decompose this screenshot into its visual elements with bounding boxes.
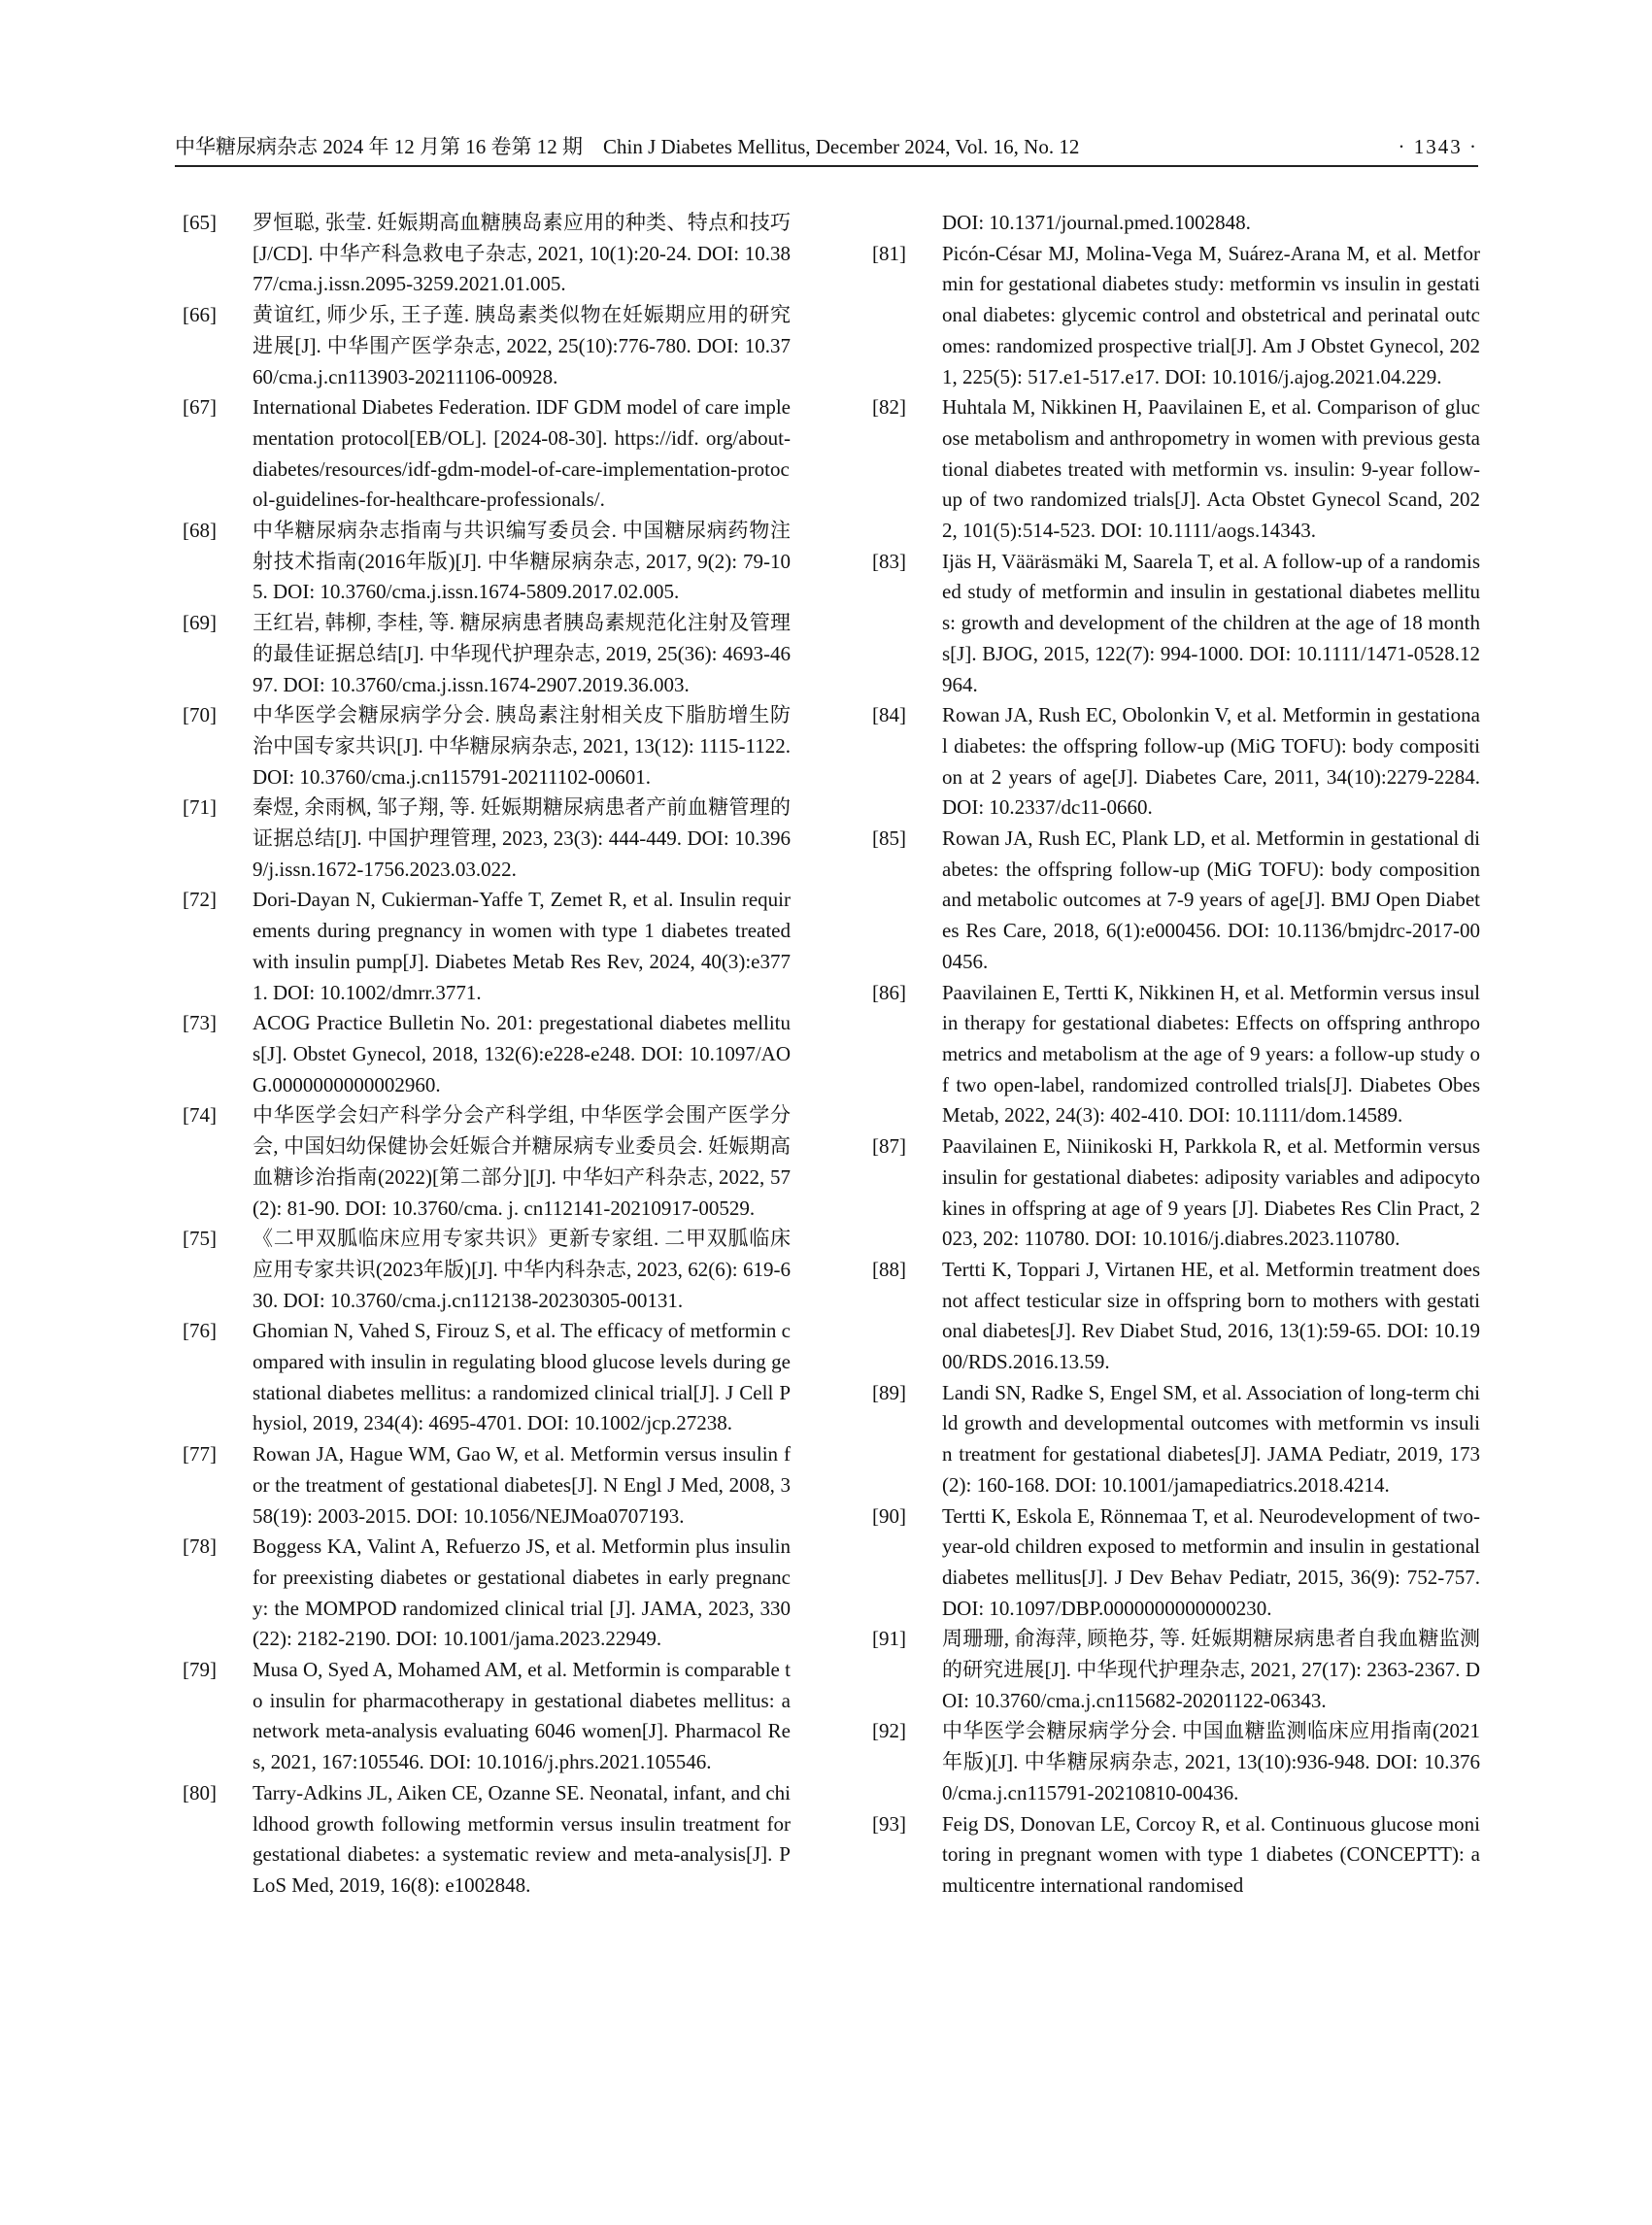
reference-text: Rowan JA, Hague WM, Gao W, et al. Metformin versus insulin for the treatment of gestational diabetes[J]. N Engl J Med, 2008, 358(19): 2003-2015. DOI: 10.1056/NEJMoa0707193. xyxy=(253,1442,791,1528)
reference-entry xyxy=(872,1716,1480,1808)
reference-number: [90] xyxy=(872,1503,906,1528)
reference-entry xyxy=(872,1809,1480,1902)
reference-number: [69] xyxy=(183,611,217,635)
reference-number: [75] xyxy=(183,1227,217,1251)
reference-text: Landi SN, Radke S, Engel SM, et al. Association of long-term child growth and developmental outcomes with metformin vs insulin treatment for gestational diabetes[J]. JAMA Pediatr, 2019, 173(2): 160-168. DOI: 10.1001/jamapediatrics.2018.4214. xyxy=(942,1380,1480,1497)
reference-text: 秦煜, 余雨枫, 邹子翔, 等. 妊娠期糖尿病患者产前血糖管理的证据总结[J]. 中国护理管理, 2023, 23(3): 444-449. DOI: 10.3969/j.issn.1672-1756.2023.03.022. xyxy=(253,795,791,881)
reference-entry xyxy=(872,1501,1480,1625)
reference-text: DOI: 10.1371/journal.pmed.1002848. xyxy=(942,211,1251,234)
reference-text: Dori-Dayan N, Cukierman-Yaffe T, Zemet R, et al. Insulin requirements during pregnancy in women with type 1 diabetes treated with insulin pump[J]. Diabetes Metab Res Rev, 2024, 40(3):e3771. DOI: 10.1002/dmrr.3771. xyxy=(253,888,791,1004)
reference-number: [68] xyxy=(183,519,217,543)
reference-text: 黄谊红, 师少乐, 王子莲. 胰岛素类似物在妊娠期应用的研究进展[J]. 中华围产医学杂志, 2022, 25(10):776-780. DOI: 10.3760/cma.j.cn113903-20211106-00928. xyxy=(253,303,791,388)
references-right-column xyxy=(872,208,1480,1902)
reference-number: [66] xyxy=(183,303,217,327)
reference-text: 周珊珊, 俞海萍, 顾艳芬, 等. 妊娠期糖尿病患者自我血糖监测的研究进展[J]. 中华现代护理杂志, 2021, 27(17): 2363-2367. DOI: 10.3760/cma.j.cn115682-20201122-06343. xyxy=(942,1627,1480,1712)
reference-entry xyxy=(183,1778,791,1902)
reference-entry xyxy=(872,978,1480,1132)
page-number: · 1343 · xyxy=(1398,135,1478,158)
reference-entry xyxy=(872,700,1480,824)
reference-entry xyxy=(183,300,791,392)
reference-entry xyxy=(183,608,791,700)
reference-entry xyxy=(183,1100,791,1224)
reference-entry xyxy=(183,792,791,885)
reference-number: [86] xyxy=(872,980,906,1004)
reference-number: [77] xyxy=(183,1442,217,1466)
reference-text: Feig DS, Donovan LE, Corcoy R, et al. Continuous glucose monitoring in pregnant women with type 1 diabetes (CONCEPTT): a multicentre international randomised xyxy=(942,1811,1480,1897)
reference-text: Tertti K, Eskola E, Rönnemaa T, et al. Neurodevelopment of two-year-old children exposed to metformin and insulin in gestational diabetes mellitus[J]. J Dev Behav Pediatr, 2015, 36(9): 752-757. DOI: 10.1097/DBP.0000000000000230. xyxy=(942,1503,1480,1620)
reference-number: [76] xyxy=(183,1319,217,1343)
reference-text: ACOG Practice Bulletin No. 201: pregestational diabetes mellitus[J]. Obstet Gynecol, 2018, 132(6):e228-e248. DOI: 10.1097/AOG.0000000000002960. xyxy=(253,1011,791,1096)
reference-entry xyxy=(872,547,1480,701)
reference-entry xyxy=(183,1316,791,1439)
reference-text: 中华医学会糖尿病学分会. 中国血糖监测临床应用指南(2021年版)[J]. 中华糖尿病杂志, 2021, 13(10):936-948. DOI: 10.3760/cma.j.cn115791-20210810-00436. xyxy=(942,1719,1480,1804)
reference-number: [82] xyxy=(872,395,906,420)
reference-entry xyxy=(872,1131,1480,1255)
reference-number: [88] xyxy=(872,1257,906,1281)
reference-text: Paavilainen E, Niinikoski H, Parkkola R, et al. Metformin versus insulin for gestational diabetes: adiposity variables and adipocytokines in offspring at age of 9 years [J]. Diabetes Res Clin Pract, 2023, 202: 110780. DOI: 10.1016/j.diabres.2023.110780. xyxy=(942,1134,1480,1251)
reference-entry xyxy=(183,208,791,300)
reference-text: 《二甲双胍临床应用专家共识》更新专家组. 二甲双胍临床应用专家共识(2023年版)[J]. 中华内科杂志, 2023, 62(6): 619-630. DOI: 10.3760/cma.j.cn112138-20230305-00131. xyxy=(253,1227,791,1312)
reference-entry xyxy=(183,1439,791,1532)
reference-text: Picón-César MJ, Molina-Vega M, Suárez-Arana M, et al. Metformin for gestational diabetes study: metformin vs insulin in gestational diabetes: glycemic control and obstetrical and perinatal outcomes: randomized prospective trial[J]. Am J Obstet Gynecol, 2021, 225(5): 517.e1-517.e17. DOI: 10.1016/j.ajog.2021.04.229. xyxy=(942,241,1480,388)
reference-text: Rowan JA, Rush EC, Obolonkin V, et al. Metformin in gestational diabetes: the offspring follow-up (MiG TOFU): body composition at 2 years of age[J]. Diabetes Care, 2011, 34(10):2279-2284. DOI: 10.2337/dc11-0660. xyxy=(942,703,1480,820)
reference-text: Tarry-Adkins JL, Aiken CE, Ozanne SE. Neonatal, infant, and childhood growth following metformin versus insulin treatment for gestational diabetes: a systematic review and meta-analysis[J]. PLoS Med, 2019, 16(8): e1002848. xyxy=(253,1780,791,1897)
reference-text: Ghomian N, Vahed S, Firouz S, et al. The efficacy of metformin compared with insulin in regulating blood glucose levels during gestational diabetes mellitus: a randomized clinical trial[J]. J Cell Physiol, 2019, 234(4): 4695-4701. DOI: 10.1002/jcp.27238. xyxy=(253,1319,791,1435)
reference-number: [70] xyxy=(183,703,217,727)
reference-text: Musa O, Syed A, Mohamed AM, et al. Metformin is comparable to insulin for pharmacotherapy in gestational diabetes mellitus: a network meta-analysis evaluating 6046 women[J]. Pharmacol Res, 2021, 167:105546. DOI: 10.1016/j.phrs.2021.105546. xyxy=(253,1658,791,1774)
reference-entry xyxy=(183,1532,791,1655)
reference-text: 王红岩, 韩柳, 李桂, 等. 糖尿病患者胰岛素规范化注射及管理的最佳证据总结[J]. 中华现代护理杂志, 2019, 25(36): 4693-4697. DOI: 10.3760/cma.j.issn.1674-2907.2019.36.003. xyxy=(253,611,791,696)
reference-entry xyxy=(183,1655,791,1778)
reference-number: [78] xyxy=(183,1534,217,1559)
reference-entry xyxy=(872,1378,1480,1501)
reference-number: [83] xyxy=(872,549,906,573)
reference-text: Huhtala M, Nikkinen H, Paavilainen E, et al. Comparison of glucose metabolism and anthropometry in women with previous gestational diabetes treated with metformin vs. insulin: 9-year follow-up of two randomized trials[J]. Acta Obstet Gynecol Scand, 2022, 101(5):514-523. DOI: 10.1111/aogs.14343. xyxy=(942,395,1480,543)
reference-text: Boggess KA, Valint A, Refuerzo JS, et al. Metformin plus insulin for preexisting diabetes or gestational diabetes in early pregnancy: the MOMPOD randomized clinical trial [J]. JAMA, 2023, 330(22): 2182-2190. DOI: 10.1001/jama.2023.22949. xyxy=(253,1534,791,1651)
references-left-column xyxy=(183,208,791,1902)
journal-citation-header: 中华糖尿病杂志 2024 年 12 月第 16 卷第 12 期 Chin J Diabetes Mellitus, December 2024, Vol. 16, No. 12 xyxy=(175,135,1080,158)
reference-number: [87] xyxy=(872,1134,906,1159)
reference-text: Tertti K, Toppari J, Virtanen HE, et al. Metformin treatment does not affect testicular size in offspring born to mothers with gestational diabetes[J]. Rev Diabet Stud, 2016, 13(1):59-65. DOI: 10.1900/RDS.2016.13.59. xyxy=(942,1257,1480,1374)
reference-entry xyxy=(183,1008,791,1100)
reference-number: [84] xyxy=(872,703,906,727)
reference-entry xyxy=(183,1224,791,1316)
reference-text: 罗恒聪, 张莹. 妊娠期高血糖胰岛素应用的种类、特点和技巧[J/CD]. 中华产科急救电子杂志, 2021, 10(1):20-24. DOI: 10.3877/cma.j.issn.2095-3259.2021.01.005. xyxy=(253,211,791,296)
reference-entry xyxy=(872,824,1480,978)
reference-entry xyxy=(872,1255,1480,1378)
reference-entry xyxy=(872,1624,1480,1716)
reference-number: [67] xyxy=(183,395,217,420)
reference-number: [72] xyxy=(183,888,217,912)
reference-entry xyxy=(183,392,791,516)
reference-number: [80] xyxy=(183,1780,217,1804)
reference-text: Ijäs H, Vääräsmäki M, Saarela T, et al. A follow-up of a randomised study of metformin and insulin in gestational diabetes mellitus: growth and development of the children at the age of 18 months[J]. BJOG, 2015, 122(7): 994-1000. DOI: 10.1111/1471-0528.12964. xyxy=(942,549,1480,696)
reference-number: [89] xyxy=(872,1380,906,1404)
reference-number: [92] xyxy=(872,1719,906,1743)
reference-text: 中华医学会糖尿病学分会. 胰岛素注射相关皮下脂肪增生防治中国专家共识[J]. 中华糖尿病杂志, 2021, 13(12): 1115-1122. DOI: 10.3760/cma.j.cn115791-20211102-00601. xyxy=(253,703,791,789)
reference-number: [71] xyxy=(183,795,217,820)
reference-entry xyxy=(872,239,1480,393)
reference-number: [91] xyxy=(872,1627,906,1651)
reference-text: Paavilainen E, Tertti K, Nikkinen H, et al. Metformin versus insulin therapy for gestational diabetes: Effects on offspring anthropometrics and metabolism at the age of 9 years: a follow-up study of two open-label, randomized controlled trials[J]. Diabetes Obes Metab, 2022, 24(3): 402-410. DOI: 10.1111/dom.14589. xyxy=(942,980,1480,1128)
reference-number: [85] xyxy=(872,826,906,851)
reference-number: [79] xyxy=(183,1658,217,1682)
reference-entry xyxy=(183,885,791,1008)
reference-text: 中华医学会妇产科学分会产科学组, 中华医学会围产医学分会, 中国妇幼保健协会妊娠合并糖尿病专业委员会. 妊娠期高血糖诊治指南(2022)[第二部分][J]. 中华妇产科杂志, 2022, 57(2): 81-90. DOI: 10.3760/cma. j. cn112141-20210917-00529. xyxy=(253,1103,791,1220)
running-header xyxy=(175,132,1478,167)
reference-number: [74] xyxy=(183,1103,217,1128)
reference-text: Rowan JA, Rush EC, Plank LD, et al. Metformin in gestational diabetes: the offspring follow-up (MiG TOFU): body composition and metabolic outcomes at 7-9 years of age[J]. BMJ Open Diabetes Res Care, 2018, 6(1):e000456. DOI: 10.1136/bmjdrc-2017-000456. xyxy=(942,826,1480,973)
reference-entry xyxy=(872,392,1480,547)
reference-entry xyxy=(183,516,791,608)
reference-number: [73] xyxy=(183,1011,217,1035)
reference-entry xyxy=(183,700,791,792)
reference-continuation xyxy=(872,208,1480,239)
reference-text: 中华糖尿病杂志指南与共识编写委员会. 中国糖尿病药物注射技术指南(2016年版)[J]. 中华糖尿病杂志, 2017, 9(2): 79-105. DOI: 10.3760/cma.j.issn.1674-5809.2017.02.005. xyxy=(253,519,791,604)
reference-number: [81] xyxy=(872,241,906,265)
reference-text: International Diabetes Federation. IDF GDM model of care implementation protocol[EB/OL]. [2024-08-30]. https://idf. org/about-diabetes/resources/idf-gdm-model-of-care-implementation-protocol-guidelines-for-healthcare-professionals/. xyxy=(253,395,791,512)
reference-number: [65] xyxy=(183,211,217,234)
reference-number: [93] xyxy=(872,1811,906,1836)
